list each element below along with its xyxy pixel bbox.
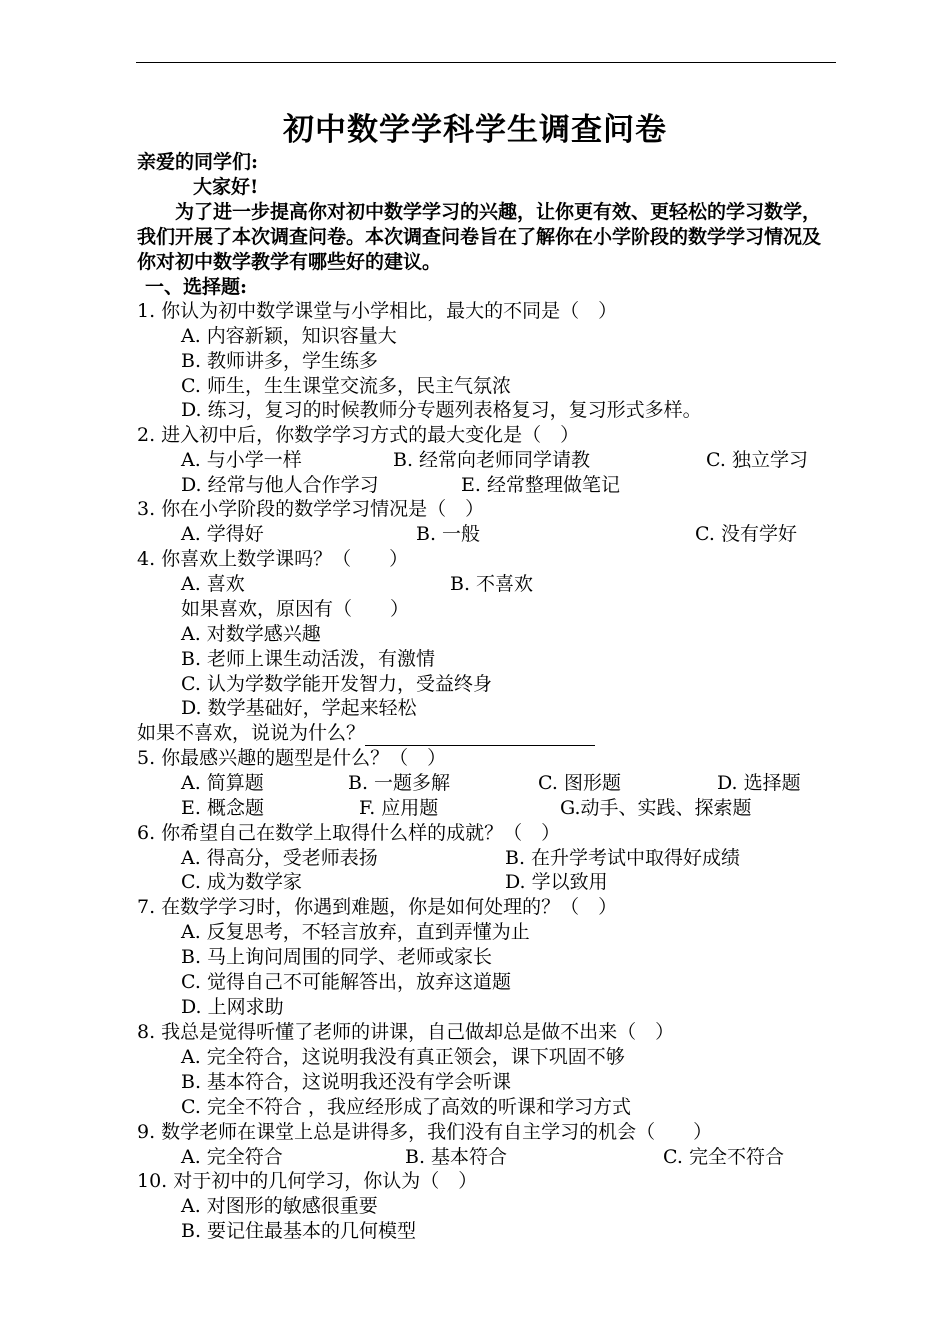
- q1-option-b[interactable]: B. 教师讲多，学生练多: [181, 350, 379, 372]
- q1-option-d[interactable]: D. 练习，复习的时候教师分专题列表格复习，复习形式多样。: [181, 399, 702, 421]
- q4-dislike-prompt: 如果不喜欢，说说为什么？: [137, 722, 366, 744]
- question-2: 2. 进入初中后，你数学学习方式的最大变化是（ ）: [137, 424, 580, 446]
- question-3: 3. 你在小学阶段的数学学习情况是（ ）: [137, 498, 485, 520]
- question-10: 10. 对于初中的几何学习，你认为（ ）: [137, 1170, 478, 1192]
- q7-option-b[interactable]: B. 马上询问周围的同学、老师或家长: [181, 946, 493, 968]
- question-8: 8. 我总是觉得听懂了老师的讲课，自己做却总是做不出来（ ）: [137, 1021, 675, 1043]
- q9-option-a[interactable]: A. 完全符合: [181, 1146, 283, 1168]
- q6-option-b[interactable]: B. 在升学考试中取得好成绩: [505, 847, 741, 869]
- q4-dislike-blank[interactable]: [365, 727, 595, 746]
- q3-option-b[interactable]: B. 一般: [416, 523, 481, 545]
- q2-option-d[interactable]: D. 经常与他人合作学习: [181, 474, 379, 496]
- q4-reason-a[interactable]: A. 对数学感兴趣: [181, 623, 321, 645]
- q8-option-c[interactable]: C. 完全不符合 ，我应经形成了高效的听课和学习方式: [181, 1096, 631, 1118]
- q6-option-d[interactable]: D. 学以致用: [505, 871, 608, 893]
- q2-option-b[interactable]: B. 经常向老师同学请教: [393, 449, 591, 471]
- q6-option-c[interactable]: C. 成为数学家: [181, 871, 302, 893]
- hello: 大家好!: [193, 176, 259, 198]
- q9-option-c[interactable]: C. 完全不符合: [663, 1146, 784, 1168]
- q4-reason-prompt: 如果喜欢，原因有（ ）: [181, 598, 410, 620]
- q7-option-d[interactable]: D. 上网求助: [181, 996, 284, 1018]
- question-4: 4. 你喜欢上数学课吗？（ ）: [137, 548, 409, 570]
- q4-reason-c[interactable]: C. 认为学数学能开发智力，受益终身: [181, 673, 492, 695]
- section-heading: 一、选择题:: [145, 276, 248, 298]
- q4-dislike-row: [137, 721, 595, 746]
- q3-option-c[interactable]: C. 没有学好: [695, 523, 797, 545]
- question-5: 5. 你最感兴趣的题型是什么？（ ）: [137, 747, 447, 769]
- q5-option-e[interactable]: E. 概念题: [181, 797, 264, 819]
- q1-option-a[interactable]: A. 内容新颖，知识容量大: [181, 325, 397, 347]
- q2-option-a[interactable]: A. 与小学一样: [181, 449, 302, 471]
- question-7: 7. 在数学学习时，你遇到难题，你是如何处理的？（ ）: [137, 896, 618, 918]
- intro-paragraph: [137, 200, 837, 275]
- q7-option-a[interactable]: A. 反复思考，不轻言放弃，直到弄懂为止: [181, 921, 530, 943]
- q8-option-a[interactable]: A. 完全符合，这说明我没有真正领会，课下巩固不够: [181, 1046, 625, 1068]
- q5-option-g[interactable]: G.动手、实践、探索题: [560, 797, 752, 819]
- page-title: 初中数学学科学生调查问卷: [283, 112, 667, 148]
- q4-option-a[interactable]: A. 喜欢: [181, 573, 245, 595]
- q2-option-e[interactable]: E. 经常整理做笔记: [461, 474, 620, 496]
- q4-option-b[interactable]: B. 不喜欢: [450, 573, 534, 595]
- q1-option-c[interactable]: C. 师生，生生课堂交流多，民主气氛浓: [181, 375, 511, 397]
- question-9: 9. 数学老师在课堂上总是讲得多，我们没有自主学习的机会（ ）: [137, 1121, 713, 1143]
- q8-option-b[interactable]: B. 基本符合，这说明我还没有学会听课: [181, 1071, 512, 1093]
- q4-reason-d[interactable]: D. 数学基础好，学起来轻松: [181, 697, 417, 719]
- question-6: 6. 你希望自己在数学上取得什么样的成就？（ ）: [137, 822, 561, 844]
- q6-option-a[interactable]: A. 得高分，受老师表扬: [181, 847, 378, 869]
- intro-text: 为了进一步提高你对初中数学学习的兴趣，让你更有效、更轻松的学习数学，我们开展了本次调查问卷。本次调查问卷旨在了解你在小学阶段的数学学习情况及你对初中数学教学有哪些好的建议。: [137, 201, 822, 273]
- q10-option-b[interactable]: B. 要记住最基本的几何模型: [181, 1220, 417, 1242]
- q5-option-a[interactable]: A. 简算题: [181, 772, 264, 794]
- q5-option-d[interactable]: D. 选择题: [717, 772, 801, 794]
- question-1: 1. 你认为初中数学课堂与小学相比，最大的不同是（ ）: [137, 300, 618, 322]
- greeting: 亲爱的同学们:: [137, 151, 259, 173]
- q5-option-c[interactable]: C. 图形题: [538, 772, 621, 794]
- q7-option-c[interactable]: C. 觉得自己不可能解答出，放弃这道题: [181, 971, 511, 993]
- q2-option-c[interactable]: C. 独立学习: [706, 449, 808, 471]
- q3-option-a[interactable]: A. 学得好: [181, 523, 264, 545]
- q4-reason-b[interactable]: B. 老师上课生动活泼，有激情: [181, 648, 436, 670]
- q5-option-b[interactable]: B. 一题多解: [348, 772, 451, 794]
- q5-option-f[interactable]: F. 应用题: [359, 797, 439, 819]
- q10-option-a[interactable]: A. 对图形的敏感很重要: [181, 1195, 378, 1217]
- q9-option-b[interactable]: B. 基本符合: [405, 1146, 508, 1168]
- header-rule: [136, 62, 836, 63]
